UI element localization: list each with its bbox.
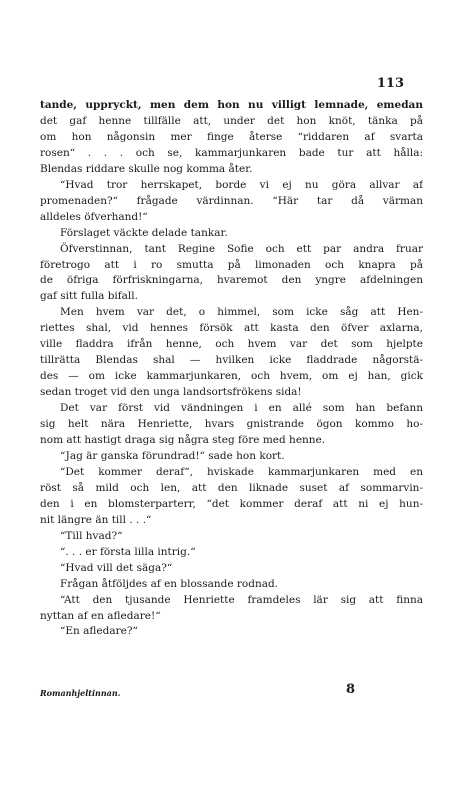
text-line: den i en blomsterparterr, “det kommer deraf att ni ej hun- (40, 497, 423, 510)
text-line: nit längre än till . . .“ (40, 513, 152, 526)
signature-mark: 8 (346, 682, 356, 697)
text-line: företrogo att i ro smutta på limonaden och knapra på (40, 258, 423, 271)
text-line: “Det kommer deraf“, hviskade kammarjunkaren med en (60, 465, 423, 478)
text-line: “En afledare?“ (60, 625, 138, 638)
body-text (40, 98, 423, 640)
text-line: tande, uppryckt, men dem hon nu villigt lemnade, emedan (40, 99, 423, 111)
text-line: sedan troget vid den unga landsortsfrökens sida! (40, 386, 302, 399)
text-line: riettes shal, vid hennes försök att kasta den öfver axlarna, (40, 322, 423, 335)
text-line: Förslaget väckte delade tankar. (60, 226, 228, 239)
text-line: rosen“ . . . och se, kammarjunkaren bade tur att hålla: (40, 146, 423, 159)
text-line: “Till hvad?“ (60, 529, 123, 542)
text-line: “Hvad vill det säga?“ (60, 561, 173, 574)
text-line: om hon någonsin mer finge återse “riddaren af svarta (40, 130, 423, 143)
text-line: “Att den tjusande Henriette framdeles lär sig att finna (60, 593, 423, 606)
text-line: nom att hastigt draga sig några steg före med henne. (40, 434, 326, 447)
text-line: Öfverstinnan, tant Regine Sofie och ett par andra fruar (60, 242, 423, 255)
footer-title: Romanhjeltinnan. (40, 688, 121, 698)
page-number: 113 (376, 76, 404, 91)
text-line: “. . . er första lilla intrig.“ (60, 545, 196, 558)
text-line: nyttan af en afledare!“ (40, 609, 161, 622)
text-line: de öfriga förfriskningarna, hvaremot den yngre afdelningen (40, 274, 423, 287)
text-line: ville fladdra ifrån henne, och hvem var det som hjelpte (40, 338, 423, 351)
text-line: tillrätta Blendas shal — hvilken icke fladdrade någorstä- (40, 354, 423, 367)
text-line: “Jag är ganska förundrad!“ sade hon kort. (60, 449, 285, 462)
text-line: Det var först vid vändningen i en allé som han befann (60, 402, 423, 415)
text-line: röst så mild och len, att den liknade suset af sommarvin- (40, 481, 423, 494)
text-line: alldeles öfverhand!“ (40, 210, 148, 223)
text-line: Blendas riddare skulle nog komma åter. (40, 162, 253, 175)
text-line: det gaf henne tillfälle att, under det hon knöt, tänka på (40, 114, 423, 127)
text-line: gaf sitt fulla bifall. (40, 290, 138, 303)
text-line: “Hvad tror herrskapet, borde vi ej nu göra allvar af (60, 178, 423, 191)
text-line: Men hvem var det, o himmel, som icke såg att Hen- (60, 306, 423, 319)
text-line: des — om icke kammarjunkaren, och hvem, om ej han, gick (40, 370, 423, 383)
text-line: sig helt nära Henriette, hvars gnistrande ögon kommo ho- (40, 418, 423, 431)
text-line: Frågan åtföljdes af en blossande rodnad. (60, 577, 279, 590)
text-line: promenaden?“ frågade värdinnan. “Här tar då värman (40, 194, 423, 207)
